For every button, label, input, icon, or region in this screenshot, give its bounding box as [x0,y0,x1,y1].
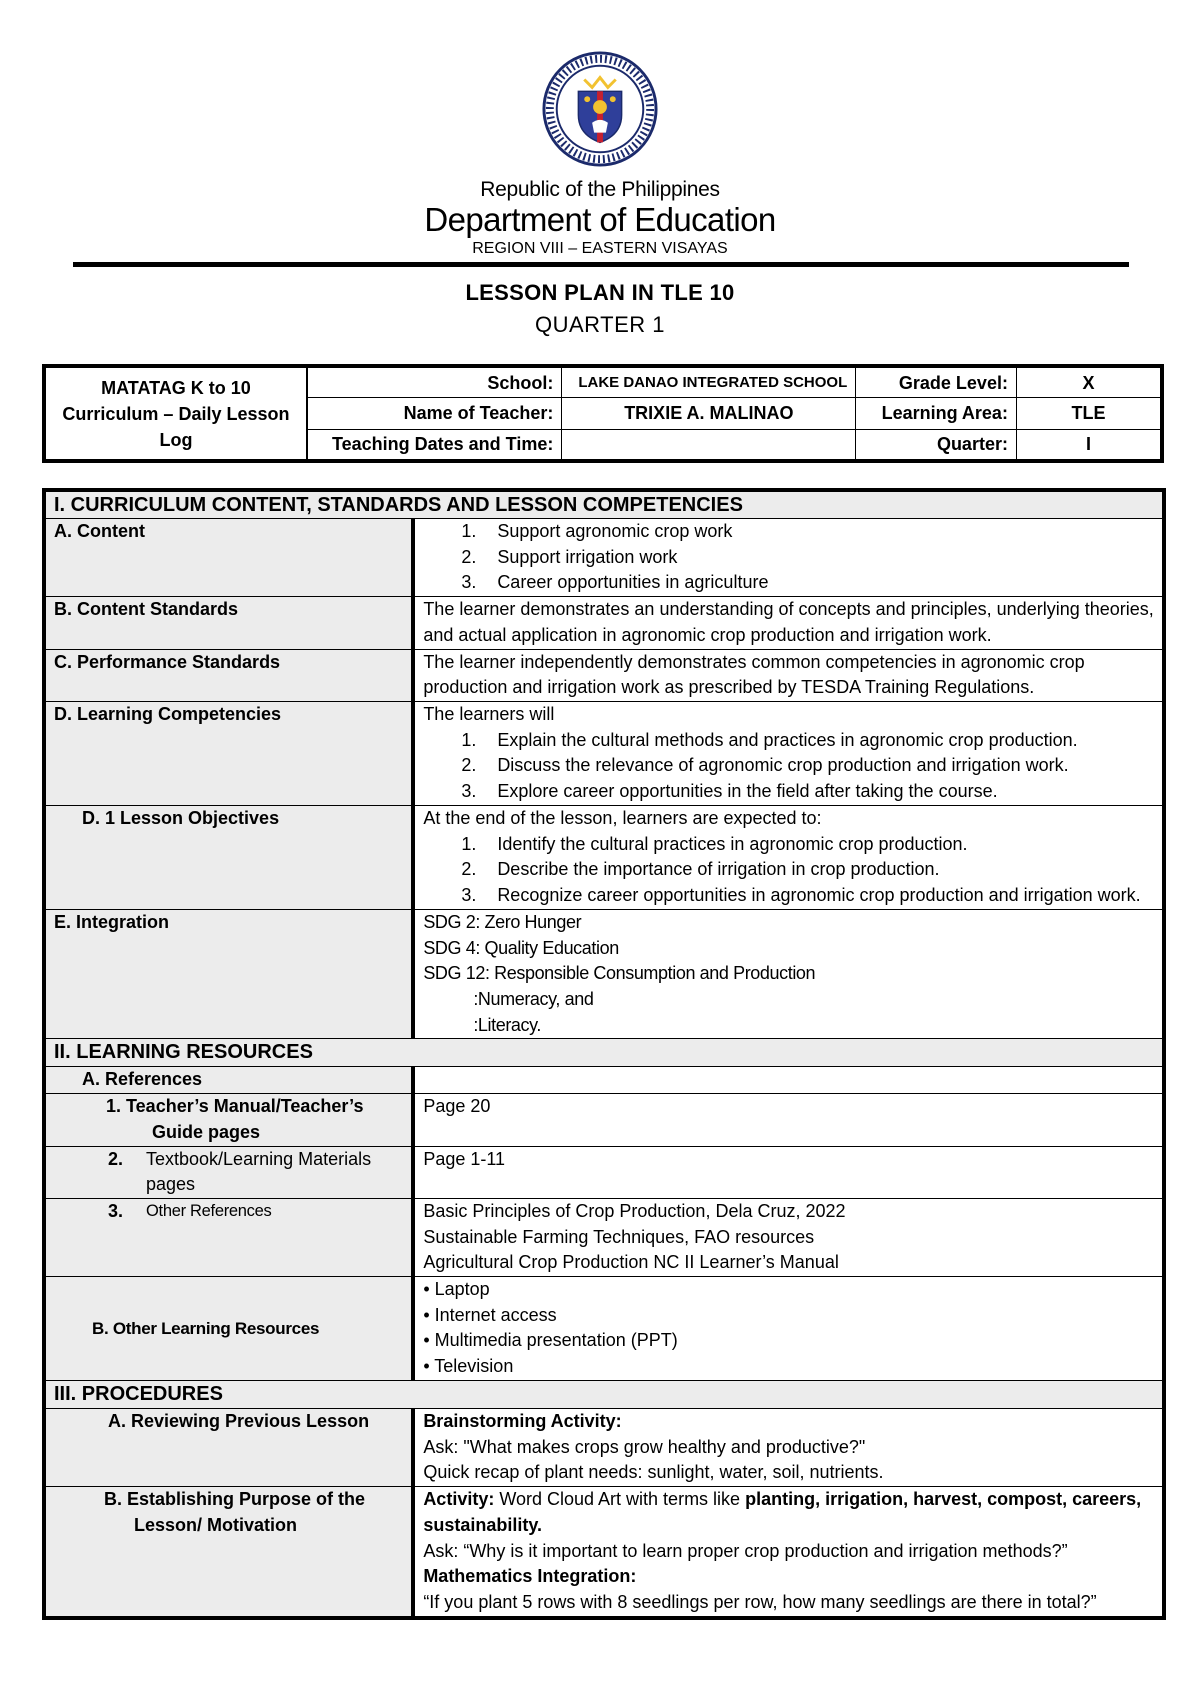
list-item: 1. Explain the cultural methods and practices in agronomic crop production. [461,729,1078,750]
area-label: Learning Area: [856,398,1017,430]
list-item: 1. Support agronomic crop work [461,521,733,541]
objectives-value [413,805,1164,909]
list-item: • Laptop [423,1279,490,1300]
competencies-intro: The learners will [423,703,555,724]
list-item: :Numeracy, and [473,989,594,1010]
content-standards-value: The learner demonstrates an understanding of concepts and principles, underlying theories, and actual application in agronomic crop production and irrigation work. [413,597,1164,649]
list-item: 2. Discuss the relevance of agronomic crop production and irrigation work. [461,755,1069,776]
school-value: LAKE DANAO INTEGRATED SCHOOL [562,366,856,398]
quarter-label: Quarter: [856,429,1017,461]
lesson-quarter: QUARTER 1 [534,312,665,337]
performance-standards-label: C. Performance Standards [44,649,413,701]
references-value [413,1067,1164,1094]
list-item: Basic Principles of Crop Production, Dela Cruz, 2022 [423,1200,846,1221]
school-label: School: [307,366,562,398]
lesson-title-block [0,280,1200,338]
textbook-value: Page 1-11 [413,1146,1164,1198]
letterhead [0,50,1200,258]
dates-label: Teaching Dates and Time: [307,429,562,461]
other-learning-resources-value [413,1277,1164,1381]
teacher-value: TRIXIE A. MALINAO [562,398,856,430]
department-text: Department of Education [424,201,776,238]
content-value [413,519,1164,597]
teacher-label: Name of Teacher: [307,398,562,430]
competencies-label: D. Learning Competencies [44,701,413,805]
list-item: 3. Recognize career opportunities in agronomic crop production and irrigation work. [461,885,1141,906]
list-item: SDG 12: Responsible Consumption and Production [423,963,816,984]
objectives-label: D. 1 Lesson Objectives [44,805,413,909]
grade-label: Grade Level: [856,366,1017,398]
review-activity: Brainstorming Activity: [423,1411,622,1432]
list-item: • Multimedia presentation (PPT) [423,1330,678,1351]
review-label: A. Reviewing Previous Lesson [44,1409,413,1487]
teachers-manual-value: Page 20 [413,1094,1164,1146]
competencies-value [413,701,1164,805]
republic-text: Republic of the Philippines [480,178,720,201]
area-value: TLE [1016,398,1162,430]
review-ask: Ask: "What makes crops grow healthy and productive?" [423,1436,866,1457]
other-references-label: 3. Other References [44,1198,413,1276]
list-item: • Television [423,1356,514,1377]
integration-label: E. Integration [44,909,413,1039]
other-learning-resources-label: B. Other Learning Resources [44,1277,413,1381]
list-item: SDG 2: Zero Hunger [423,911,582,932]
list-item: 3. Career opportunities in agriculture [461,572,769,593]
performance-standards-value: The learner independently demonstrates common competencies in agronomic crop production and irrigation work as prescribed by TESDA Training Regulations. [413,649,1164,701]
list-item: Sustainable Farming Techniques, FAO resources [423,1226,815,1247]
list-item: 1. Identify the cultural practices in agronomic crop production. [461,833,968,854]
deped-seal-icon [541,50,659,168]
textbook-label: 2. Textbook/Learning Materials pages [44,1146,413,1198]
list-item: 2. Describe the importance of irrigation in crop production. [461,859,940,880]
content-label: A. Content [44,519,413,597]
purpose-activity: Activity: Word Cloud Art with terms like planting, irrigation, harvest, compost, careers, sustainability. [423,1489,1142,1535]
list-item: SDG 4: Quality Education [423,937,619,958]
matatag-label: MATATAG K to 10 Curriculum – Daily Lesson Log [44,366,307,461]
purpose-ask: Ask: “Why is it important to learn proper crop production and irrigation methods?” [423,1540,1068,1561]
grade-value: X [1016,366,1162,398]
quarter-value: I [1016,429,1162,461]
list-item: :Literacy. [473,1014,542,1035]
list-item: • Internet access [423,1304,557,1325]
references-label: A. References [44,1067,413,1094]
region-text: REGION VIII – EASTERN VISAYAS [472,240,728,257]
lesson-info-table [42,364,1164,463]
teachers-manual-label: 1. Teacher’s Manual/Teacher’s Guide pages [44,1094,413,1146]
dates-value [562,429,856,461]
lesson-title: LESSON PLAN IN TLE 10 [465,280,735,305]
review-value [413,1409,1164,1487]
other-references-value [413,1198,1164,1276]
objectives-intro: At the end of the lesson, learners are expected to: [423,807,822,828]
list-item: 2. Support irrigation work [461,546,678,567]
section-heading-procedures: III. PROCEDURES [44,1381,1164,1409]
lesson-log-table [42,488,1166,1620]
header-divider [73,262,1129,267]
content-standards-label: B. Content Standards [44,597,413,649]
section-heading-curriculum: I. CURRICULUM CONTENT, STANDARDS AND LESSON COMPETENCIES [44,490,1164,519]
purpose-value [413,1487,1164,1618]
section-heading-resources: II. LEARNING RESOURCES [44,1039,1164,1067]
integration-value [413,909,1164,1039]
list-item: Agricultural Crop Production NC II Learner’s Manual [423,1252,839,1273]
purpose-label: B. Establishing Purpose of the Lesson/ Motivation [44,1487,413,1618]
math-integration-label: Mathematics Integration: [423,1566,637,1587]
math-integration-text: “If you plant 5 rows with 8 seedlings per row, how many seedlings are there in total?” [423,1591,1097,1612]
review-recap: Quick recap of plant needs: sunlight, water, soil, nutrients. [423,1462,884,1483]
list-item: 3. Explore career opportunities in the field after taking the course. [461,781,998,802]
